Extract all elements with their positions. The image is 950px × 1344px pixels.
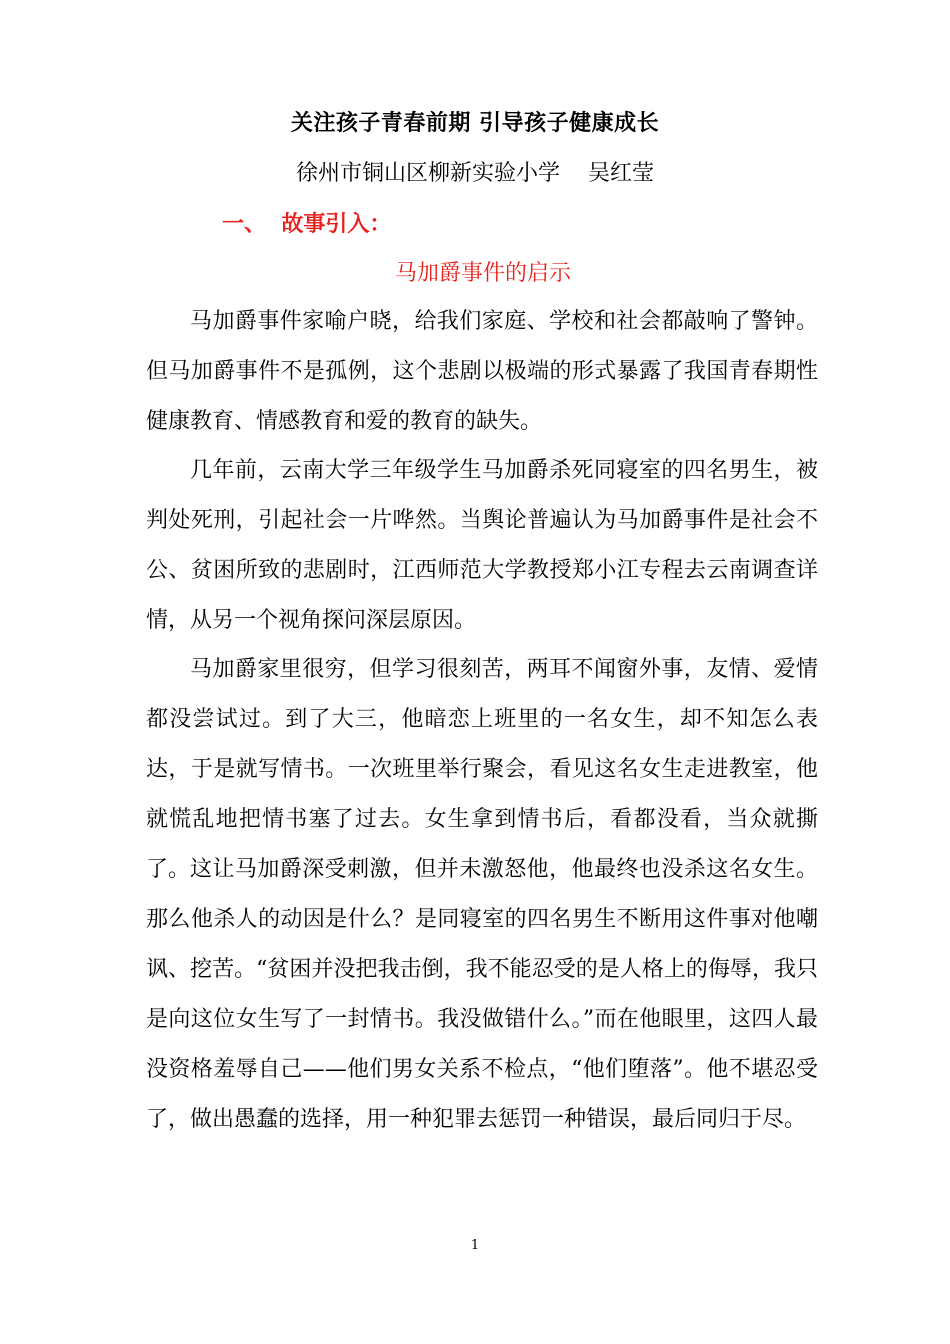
section-heading: 一、 故事引入： [222,211,392,237]
page-number: 1 [470,1238,480,1253]
paragraph: 这让马加爵深受刺激，但并未激怒他，他最终也没杀这名女生。那么他杀人的动因是什么？是同寝室的四名男生不断用这件事对他嘲讽、挖苦。“贫困并没把我击倒，我不能忍受的是人格上的侮辱，我只是向这位女生写了一封情书。我没做错什么。”而在他眼里，这四人最没资格羞辱自己——他们男女关系不检点，“他们堕落”。他不堪忍受了，做出愚蠢的选择，用一种犯罪去惩罚一种错误，最后同归于尽。 [146,857,818,1132]
author-line: 徐州市铜山区柳新实验小学 吴红莹 [296,161,654,186]
paragraph: 马加爵事件家喻户晓，给我们家庭、学校和社会都敲响了警钟。但马加爵事件不是孤例，这个悲剧以极端的形式暴露了我国青春期性健康教育、情感教育和爱的教育的缺失。 [146,309,818,434]
document-title: 关注孩子青春前期 引导孩子健康成长 [290,110,660,136]
paragraph: 几年前，云南大学三年级学生马加爵杀死同寝室的四名男生，被判处死刑，引起社会一片哗然。当舆论普遍认为马加爵事件是社会不公、贫困所致的悲剧时，江西师范大学教授郑小江专程去云南调查详情，从另一个视角探问深层原因。 [146,458,818,633]
story-title: 马加爵事件的启示 [394,261,571,286]
paragraph: 马加爵家里很穷，但学习很刻苦，两耳不闻窗外事，友情、爱情都没尝试过。到了大三，他暗恋上班里的一名女生，却不知怎么表达，于是就写情书。一次班里举行聚会，看见这名女生走进教室，他就慌乱地把情书塞了过去。女生拿到情书后，看都没看，当众就撕了。 [146,657,818,882]
